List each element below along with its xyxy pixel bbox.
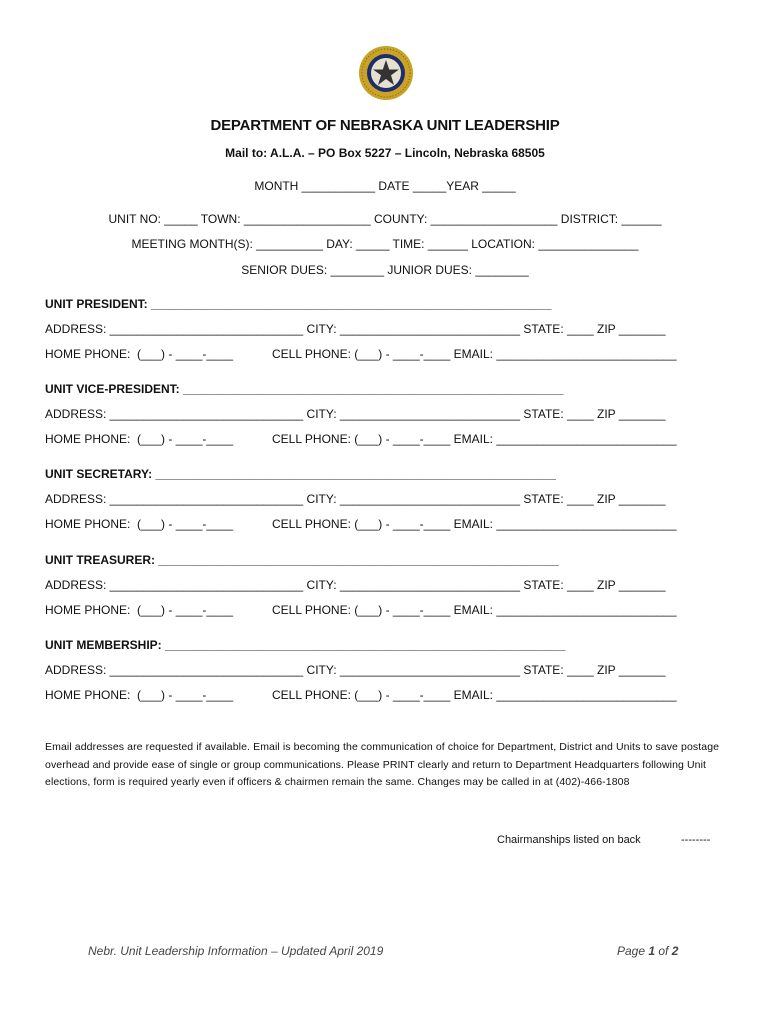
chairmanships-note: Chairmanships listed on back bbox=[497, 834, 641, 846]
officer-address-line: ADDRESS: _____________________________ CITY: ___________________________ STATE: ____ ZIP _______ bbox=[45, 578, 666, 592]
officer-title-treasurer: UNIT TREASURER: ____________________________________________________________ bbox=[45, 553, 559, 567]
page-of: of bbox=[655, 944, 672, 958]
instructions-paragraph: Email addresses are requested if available. Email is becoming the communication of choice for Department, District and Units to save postage overhead and provide ease of single or group communications. Please PRINT clearly and return to Department Headquarters following Unit elections, form is required yearly even if officers & chairmen remain the same. Changes may be called in at (402)-466-1808 bbox=[45, 741, 720, 788]
officer-cell-email: CELL PHONE: (___) - ____-____ EMAIL: ___________________________ bbox=[272, 688, 677, 702]
auxiliary-emblem-logo bbox=[358, 45, 414, 101]
unit-line: UNIT NO: _____ TOWN: ___________________ COUNTY: ___________________ DISTRICT: ______ bbox=[108, 212, 662, 226]
officer-title-vice-president: UNIT VICE-PRESIDENT: _________________________________________________________ bbox=[45, 382, 564, 396]
officer-address-line: ADDRESS: _____________________________ CITY: ___________________________ STATE: ____ ZIP _______ bbox=[45, 663, 666, 677]
page-prefix: Page bbox=[617, 944, 649, 958]
officer-address-line: ADDRESS: _____________________________ CITY: ___________________________ STATE: ____ ZIP _______ bbox=[45, 492, 666, 506]
officer-address-line: ADDRESS: _____________________________ CITY: ___________________________ STATE: ____ ZIP _______ bbox=[45, 407, 666, 421]
officer-cell-email: CELL PHONE: (___) - ____-____ EMAIL: ___________________________ bbox=[272, 517, 677, 531]
officer-cell-email: CELL PHONE: (___) - ____-____ EMAIL: ___________________________ bbox=[272, 432, 677, 446]
officer-home-phone: HOME PHONE: (___) - ____-____ bbox=[45, 432, 234, 446]
page-number bbox=[617, 944, 678, 958]
footer-info: Nebr. Unit Leadership Information – Updated April 2019 bbox=[88, 944, 384, 958]
officer-home-phone: HOME PHONE: (___) - ____-____ bbox=[45, 517, 234, 531]
officer-address-line: ADDRESS: _____________________________ CITY: ___________________________ STATE: ____ ZIP _______ bbox=[45, 322, 666, 336]
dash-marker: -------- bbox=[681, 834, 711, 846]
officer-cell-email: CELL PHONE: (___) - ____-____ EMAIL: ___________________________ bbox=[272, 603, 677, 617]
date-line: MONTH ___________ DATE _____YEAR _____ bbox=[254, 179, 516, 193]
officer-home-phone: HOME PHONE: (___) - ____-____ bbox=[45, 603, 234, 617]
officer-title-membership: UNIT MEMBERSHIP: ____________________________________________________________ bbox=[45, 638, 566, 652]
mailing-address: Mail to: A.L.A. – PO Box 5227 – Lincoln, Nebraska 68505 bbox=[225, 146, 545, 160]
dues-line: SENIOR DUES: ________ JUNIOR DUES: ________ bbox=[241, 263, 529, 277]
officer-home-phone: HOME PHONE: (___) - ____-____ bbox=[45, 688, 234, 702]
officer-title-president: UNIT PRESIDENT: ____________________________________________________________ bbox=[45, 297, 552, 311]
meeting-line: MEETING MONTH(S): __________ DAY: _____ TIME: ______ LOCATION: _______________ bbox=[131, 237, 639, 251]
officer-title-secretary: UNIT SECRETARY: ____________________________________________________________ bbox=[45, 467, 556, 481]
page-current: 1 bbox=[648, 944, 656, 958]
officer-home-phone: HOME PHONE: (___) - ____-____ bbox=[45, 347, 234, 361]
form-title: DEPARTMENT OF NEBRASKA UNIT LEADERSHIP bbox=[210, 117, 560, 134]
officer-cell-email: CELL PHONE: (___) - ____-____ EMAIL: ___________________________ bbox=[272, 347, 677, 361]
page-total: 2 bbox=[671, 944, 679, 958]
